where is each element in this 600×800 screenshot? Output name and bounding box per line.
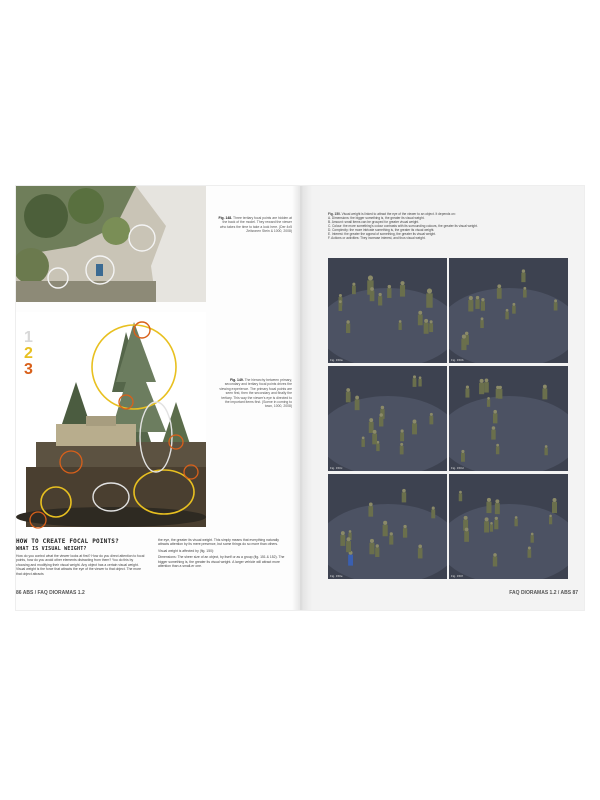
right-page-footer: FAQ DIORAMAS 1.2 / ABS 87 xyxy=(509,590,578,596)
fig150-caption xyxy=(328,212,528,240)
soldier-figure xyxy=(369,418,374,433)
fig148-photo xyxy=(16,186,206,302)
fig148-caption-title: Fig. 148. xyxy=(218,216,233,220)
soldier-figure xyxy=(403,525,407,538)
fig150-panel-image xyxy=(449,366,568,471)
fig150-panel-label: Fig. 150f xyxy=(451,574,463,578)
soldier-figure xyxy=(424,319,429,334)
soldier-figure xyxy=(491,426,495,439)
soldier-figure xyxy=(493,410,497,423)
soldier-figure xyxy=(418,545,423,559)
body-column-2 xyxy=(158,538,288,568)
fig150-panel-label: Fig. 150d xyxy=(451,466,464,470)
soldier-figure xyxy=(400,281,405,297)
soldier-figure xyxy=(346,388,351,402)
fig148-diorama-image xyxy=(16,186,206,302)
fig150-item: B. Amount: small items can be grouped for greater visual weight. xyxy=(328,220,420,224)
soldier-figure xyxy=(484,379,489,393)
soldier-figure xyxy=(375,544,379,557)
fig150-panel-image xyxy=(328,258,447,363)
soldier-figure xyxy=(348,551,353,566)
fig150-panel xyxy=(449,366,568,471)
soldier-figure xyxy=(426,288,432,307)
fig149-caption-title: Fig. 149. xyxy=(230,378,244,382)
soldier-figure xyxy=(514,516,517,526)
fig150-panel-label: Fig. 150c xyxy=(330,466,343,470)
soldier-figure xyxy=(505,309,508,319)
soldier-figure xyxy=(399,320,402,330)
soldier-figure xyxy=(459,491,462,501)
fig150-panel-image xyxy=(328,474,447,579)
fig148-caption xyxy=(216,216,292,234)
right-page xyxy=(300,186,584,610)
section-heading: HOW TO CREATE FOCAL POINTS? xyxy=(16,538,119,545)
soldier-figure xyxy=(461,450,465,462)
soldier-figure xyxy=(486,498,491,513)
fig150-panel xyxy=(328,474,447,579)
soldier-figure xyxy=(370,287,375,301)
fig150-panel xyxy=(328,366,447,471)
soldier-figure xyxy=(495,499,500,514)
fig150-panel xyxy=(449,258,568,363)
soldier-figure xyxy=(468,296,473,311)
soldier-figure xyxy=(340,531,345,546)
soldier-figure xyxy=(531,533,534,543)
fig149-diorama-image xyxy=(16,312,206,530)
magazine-spread xyxy=(16,186,584,610)
soldier-figure xyxy=(523,287,527,298)
soldier-figure xyxy=(552,498,557,513)
soldier-figure xyxy=(554,299,558,310)
fig150-item: A. Dimensions: the bigger something is, the greater its visual weight. xyxy=(328,216,425,220)
soldier-figure xyxy=(400,443,404,454)
soldier-figure xyxy=(346,320,350,333)
body-text-col2-p3: Dimensions: The sheer size of an object, by itself or as a group (fig. 151 & 152). The bigger something is, the greater its visual weight. A larger vehicle will attract more attention than a small-er one. xyxy=(158,555,285,569)
soldier-figure xyxy=(355,396,360,411)
fig149-caption-text: The hierarchy between primary, secondary and tertiary focal points drives the viewing experience. The primary focal points are seen first, then the secondary and finally the tertiary. This way the viewer's eye is directed to the important items first. (Scene in coming to town, 1000, 2008) xyxy=(219,378,292,409)
fig150-caption-text: Visual weight is linked to attract the eye of the viewer to an object. It depends on: xyxy=(341,212,456,216)
soldier-figure xyxy=(542,385,547,400)
left-page xyxy=(16,186,300,610)
body-text-col1: How do you control what the viewer looks at first? How do you direct attention to focal points, how do you avoid other elements distracting from them? You do this by choosing and modifying their visual weight. Any object has a certain visual weight. Visual weight is the force that attracts the eye of the viewer to that object. The more that object attracts xyxy=(16,554,145,576)
soldier-figure xyxy=(528,547,532,558)
soldier-figure xyxy=(383,521,388,536)
body-text-col2-p1: the eye, the greater its visual weight. This simply means that everything naturally attracts attention by its mere presence, but some things do so more than others. xyxy=(158,538,279,547)
soldier-figure xyxy=(549,515,552,525)
soldier-figure xyxy=(400,429,404,441)
soldier-figure xyxy=(339,300,343,311)
soldier-figure xyxy=(494,517,498,530)
fig150-panel-label: Fig. 150e xyxy=(330,574,343,578)
soldier-figure xyxy=(429,413,433,424)
soldier-figure xyxy=(487,397,490,407)
soldier-figure xyxy=(412,420,417,435)
body-text-col2-p2: Visual weight is affected by (fig. 150): xyxy=(158,548,215,553)
soldier-figure xyxy=(484,517,489,532)
section-subheading: WHAT IS VISUAL WEIGHT? xyxy=(16,546,87,552)
soldier-figure xyxy=(480,317,484,328)
fig150-item: D. Complexity: the more intricate something is, the greater its visual weight. xyxy=(328,228,435,232)
fig149-number-3: 3 xyxy=(24,361,33,378)
soldier-figure xyxy=(418,376,421,386)
fig150-caption-title: Fig. 150. xyxy=(328,212,341,216)
soldier-figure xyxy=(361,437,364,447)
soldier-figure xyxy=(372,430,377,444)
soldier-figure xyxy=(544,445,547,455)
fig150-panel xyxy=(449,474,568,579)
left-page-footer: 86 ABS / FAQ DIORAMAS 1.2 xyxy=(16,590,85,596)
soldier-figure xyxy=(369,539,374,554)
soldier-figure xyxy=(521,269,525,282)
fig150-panel-label: Fig. 150b xyxy=(451,358,464,362)
soldier-figure xyxy=(496,444,499,455)
soldier-figure xyxy=(379,413,383,426)
soldier-figure xyxy=(368,503,373,517)
soldier-figure xyxy=(389,532,393,544)
fig150-panel-image xyxy=(449,258,568,363)
soldier-figure xyxy=(352,283,356,295)
fig149-caption xyxy=(216,378,292,409)
fig150-panel-grid xyxy=(328,258,568,578)
soldier-figure xyxy=(479,379,484,394)
soldier-figure xyxy=(481,298,485,311)
soldier-figure xyxy=(493,553,497,566)
soldier-figure xyxy=(490,522,493,532)
soldier-figure xyxy=(465,385,469,397)
fig150-panel-image xyxy=(328,366,447,471)
soldier-figure xyxy=(429,320,433,332)
soldier-figure xyxy=(512,303,516,314)
fig150-panel-label: Fig. 150a xyxy=(330,358,343,362)
soldier-figure xyxy=(475,296,479,309)
fig150-panel-image xyxy=(449,474,568,579)
fig150-item: E. Interest: the greater the appeal of something, the greater its visual weight. xyxy=(328,232,436,236)
soldier-figure xyxy=(461,335,466,351)
fig150-item: C. Colour: the more something's colour contrasts with its surrounding colours, the greater its visual weight. xyxy=(328,224,478,228)
soldier-figure xyxy=(418,311,423,326)
fig149-number-1: 1 xyxy=(24,329,33,346)
soldier-figure xyxy=(402,489,406,503)
fig150-item: F. Actions or activities: They increase interest, and thus visual weight. xyxy=(328,236,426,240)
fig150-panel xyxy=(328,258,447,363)
fig148-caption-text: Three tertiary focal points are hidden at the back of the model. They reward the viewer who takes the time to take a look here. (Der 4x5 Zeitzonen Stein & 1000, 2008) xyxy=(220,216,292,234)
soldier-figure xyxy=(346,537,351,552)
soldier-figure xyxy=(387,285,391,298)
soldier-figure xyxy=(498,386,502,399)
body-column-1 xyxy=(16,538,146,576)
fig149-photo xyxy=(16,312,206,530)
soldier-figure xyxy=(497,284,502,298)
soldier-figure xyxy=(378,293,382,306)
soldier-figure xyxy=(413,375,417,387)
fig149-number-2: 2 xyxy=(24,345,33,362)
soldier-figure xyxy=(464,528,469,542)
soldier-figure xyxy=(431,507,435,519)
